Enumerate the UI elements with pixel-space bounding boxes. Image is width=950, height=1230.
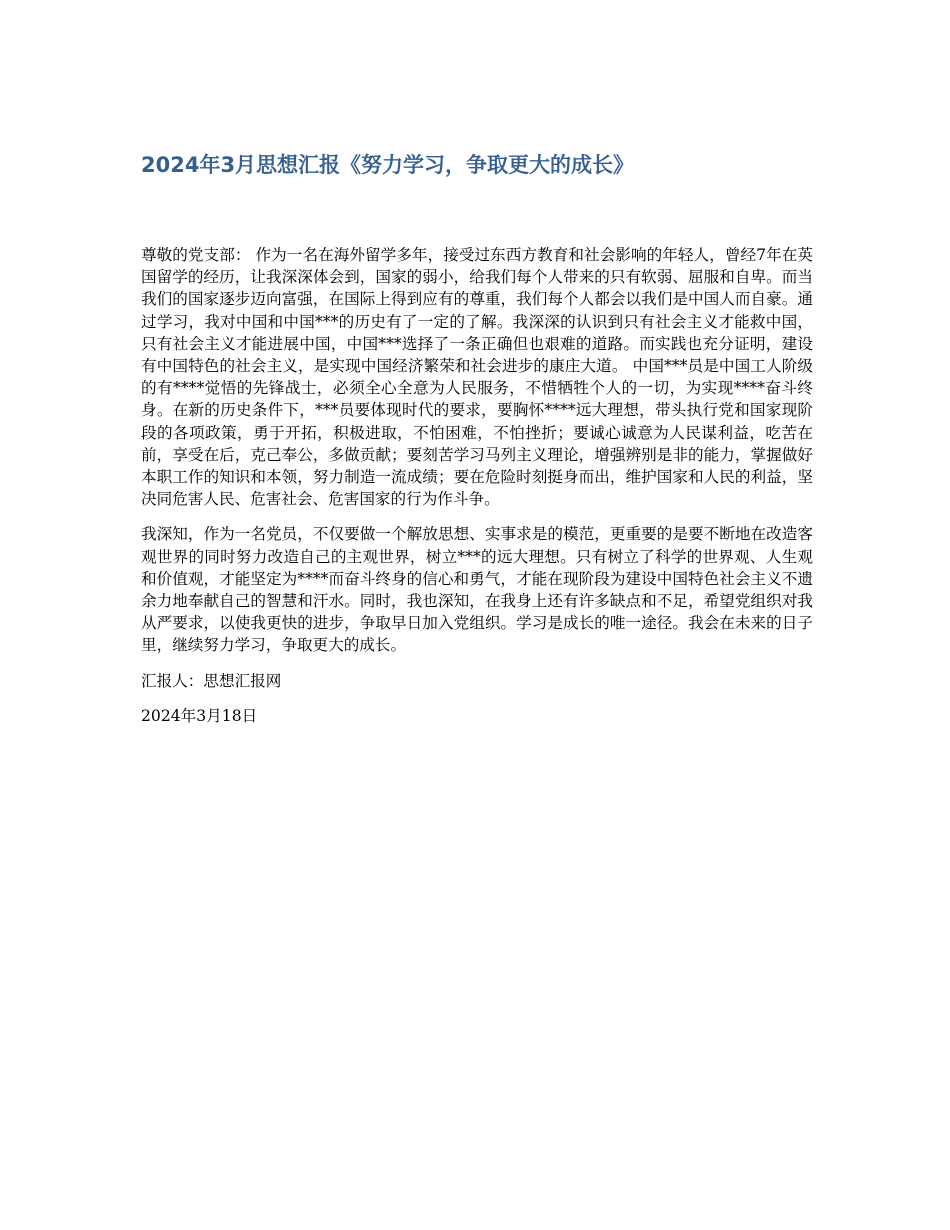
document-title: 2024年3月思想汇报《努力学习，争取更大的成长》 <box>141 153 635 177</box>
date-line: 2024年3月18日 <box>141 706 258 725</box>
body-paragraph-1: 尊敬的党支部： 作为一名在海外留学多年，接受过东西方教育和社会影响的年轻人，曾经7年在英国留学的经历，让我深深体会到，国家的弱小，给我们每个人带来的只有软弱、屈服和自卑。而当我们的国家逐步迈向富强，在国际上得到应有的尊重，我们每个人都会以我们是中国人而自豪。通过学习，我对中国和中国***的历史有了一定的了解。我深深的认识到只有社会主义才能救中国，只有社会主义才能进展中国，中国***选择了一条正确但也艰难的道路。而实践也充分证明，建设有中国特色的社会主义，是实现中国经济繁荣和社会进步的康庄大道。 中国***员是中国工人阶级的有****觉悟的先锋战士，必须全心全意为人民服务，不惜牺牲个人的一切，为实现****奋斗终身。在新的历史条件下，***员要体现时代的要求，要胸怀****远大理想，带头执行党和国家现阶段的各项政策，勇于开拓，积极进取，不怕困难，不怕挫折；要诚心诚意为人民谋利益，吃苦在前，享受在后，克己奉公，多做贡献；要刻苦学习马列主义理论，增强辨别是非的能力，掌握做好本职工作的知识和本领，努力制造一流成绩；要在危险时刻挺身而出，维护国家和人民的利益，坚决同危害人民、危害社会、危害国家的行为作斗争。 <box>141 246 813 509</box>
document-body <box>141 244 813 740</box>
reporter-line: 汇报人：思想汇报网 <box>141 671 282 690</box>
body-paragraph-2: 我深知，作为一名党员，不仅要做一个解放思想、实事求是的模范，更重要的是要不断地在改造客观世界的同时努力改造自己的主观世界，树立***的远大理想。只有树立了科学的世界观、人生观和价值观，才能坚定为****而奋斗终身的信心和勇气，才能在现阶段为建设中国特色社会主义不遗余力地奉献自己的智慧和汗水。同时，我也深知，在我身上还有许多缺点和不足，希望党组织对我从严要求，以使我更快的进步，争取早日加入党组织。学习是成长的唯一途径。我会在未来的日子里，继续努力学习，争取更大的成长。 <box>141 525 813 655</box>
